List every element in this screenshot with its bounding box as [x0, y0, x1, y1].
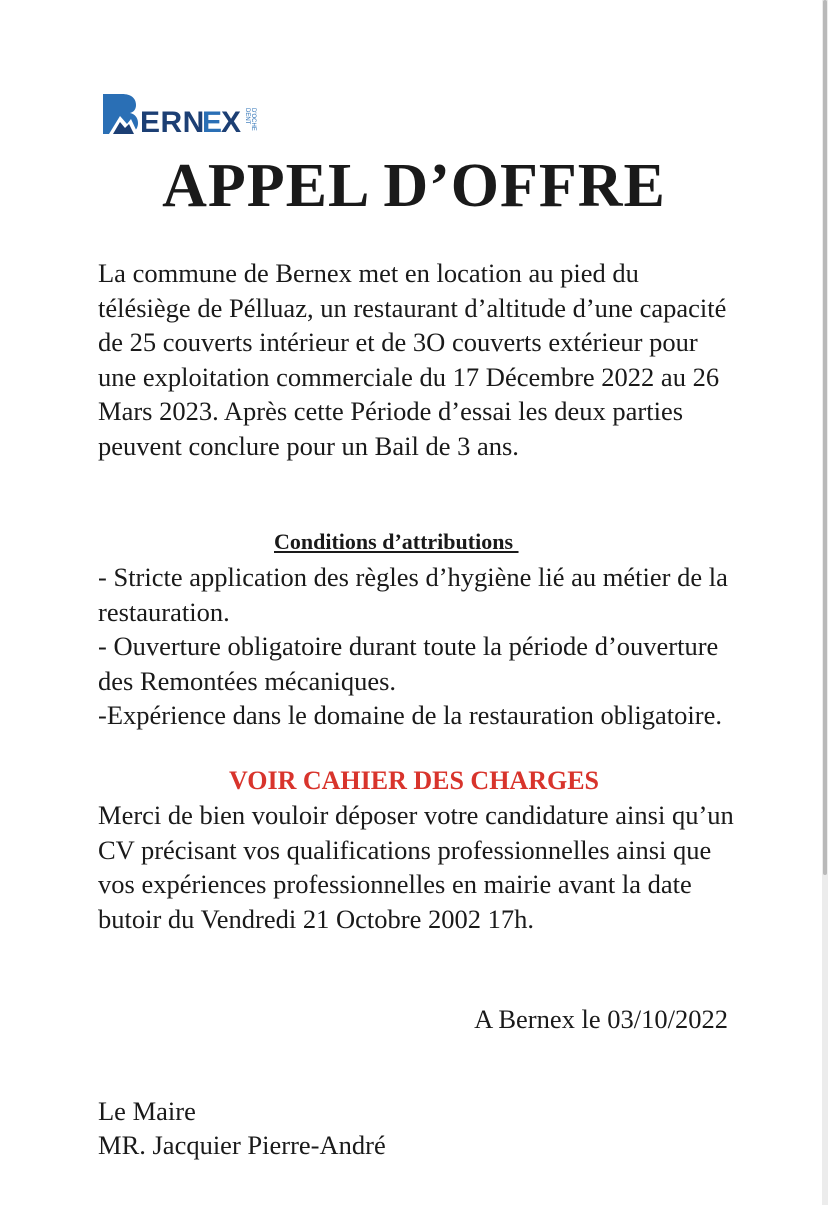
intro-paragraph: La commune de Bernex met en location au pied du télésiège de Pélluaz, un restaurant d’altitude d’une capacité de 25 couverts intérieur et de 3O couverts extérieur pour une exploitation commerciale du 17 Décembre 2022 au 26 Mars 2023. Après cette Période d’essai les deux parties peuvent conclure pour un Bail de 3 ans.	[98, 258, 727, 461]
signature-name: MR. Jacquier Pierre-André	[98, 1130, 386, 1160]
svg-text:D'OCHE: D'OCHE	[250, 108, 256, 131]
signature-role: Le Maire	[98, 1096, 196, 1126]
svg-text:X: X	[221, 106, 242, 136]
voir-cahier-notice: VOIR CAHIER DES CHARGES	[228, 766, 600, 795]
application-paragraph: Merci de bien vouloir déposer votre candidature ainsi qu’un CV précisant vos qualifications professionnelles ainsi que vos expériences professionnelles en mairie avant la date butoir du Vendredi 21 Octobre 2002 17h.	[98, 800, 734, 934]
conditions-list	[98, 560, 738, 733]
condition-item: -Expérience dans le domaine de la restauration obligatoire.	[98, 700, 722, 731]
bernex-logo-graphic	[100, 90, 280, 136]
svg-text:DENT: DENT	[244, 108, 250, 125]
condition-item: - Stricte application des règles d’hygiène lié au métier de la restauration.	[98, 562, 728, 627]
date-place: A Bernex le 03/10/2022	[474, 1004, 728, 1034]
svg-text:ERN: ERN	[140, 106, 205, 136]
condition-item: - Ouverture obligatoire durant toute la période d’ouverture des Remontées mécaniques.	[98, 631, 719, 696]
bernex-logo	[100, 90, 280, 136]
scrollbar-thumb[interactable]	[823, 0, 827, 875]
conditions-heading: Conditions d’attributions	[274, 529, 519, 554]
svg-text:E: E	[202, 106, 223, 136]
page-title: APPEL D’OFFRE	[162, 152, 666, 220]
